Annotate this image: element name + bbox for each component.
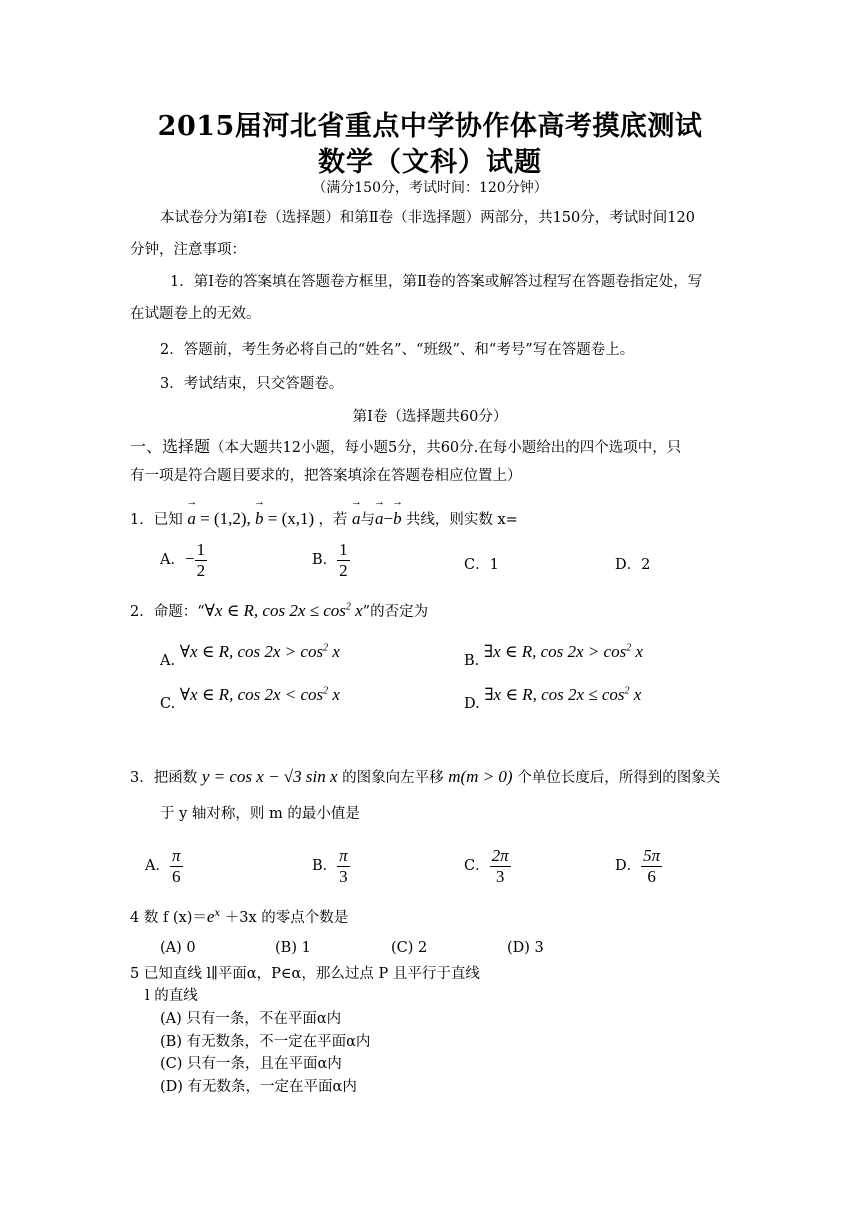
- numerator: π: [339, 846, 348, 865]
- q2-statement-main: ∀x ∈ R, cos 2x ≤ cos: [204, 601, 346, 620]
- expr-tail: x: [631, 642, 643, 661]
- note-1-line1: 1．第Ⅰ卷的答案填在答题卷方框里，第Ⅱ卷的答案或解答过程写在答题卷指定处，写: [170, 274, 703, 290]
- numerator: 2π: [491, 846, 509, 865]
- q3-shift: m(m > 0): [448, 767, 513, 786]
- q1-mid: ，若: [318, 512, 348, 528]
- denominator: 2: [196, 560, 206, 580]
- fraction: [170, 846, 183, 886]
- denominator: 3: [339, 866, 348, 886]
- numerator: 1: [339, 540, 348, 559]
- fraction: [337, 540, 350, 580]
- exam-title: 2015届河北省重点中学协作体高考摸底测试: [157, 111, 703, 142]
- q5-option-c: (C) 只有一条，且在平面α内: [160, 1056, 342, 1072]
- vector-b-value: = (x,1): [267, 509, 315, 528]
- fraction: [337, 846, 350, 886]
- denominator: 6: [172, 866, 181, 886]
- cond-minus: −: [383, 509, 394, 528]
- q4-prefix: 4 数 f (x)＝: [130, 910, 207, 926]
- note-1-line2: 在试题卷上的无效。: [130, 306, 261, 322]
- q1-option-b: [312, 540, 350, 580]
- expr-main: ∀x ∈ R, cos 2x < cos: [179, 685, 324, 704]
- q2-option-c: [160, 685, 340, 712]
- option-label: C.: [160, 696, 176, 712]
- expr-tail: x: [629, 685, 642, 704]
- part-description-line2: 有一项是符合题目要求的，把答案填涂在答题卷相应位置上）: [130, 468, 522, 484]
- question-5-line2: l 的直线: [145, 988, 198, 1004]
- expr-sup: 2: [323, 685, 329, 697]
- q3-option-d: [615, 846, 662, 886]
- note-3: 3．考试结束，只交答题卷。: [160, 376, 344, 392]
- q4-suffix: ＋3x 的零点个数是: [220, 910, 349, 926]
- q3-option-a: [145, 846, 183, 886]
- q1-option-a: [160, 540, 207, 580]
- fraction: [490, 846, 511, 886]
- part-desc: （本大题共12小题，每小题5分，共60分.在每小题给出的四个选项中，只: [210, 440, 682, 456]
- expr-main: ∃x ∈ R, cos 2x > cos: [483, 642, 627, 661]
- q2-statement: [205, 601, 363, 620]
- q2-statement-sup: 2: [345, 601, 351, 613]
- q1-option-c: C．1: [464, 557, 499, 573]
- q3-prefix: 3．把函数: [130, 770, 198, 786]
- option-label: A．: [145, 858, 170, 875]
- numerator: π: [171, 846, 181, 865]
- q4-exponent: x: [214, 908, 221, 920]
- denominator: 3: [495, 866, 505, 886]
- expr-tail: x: [328, 642, 340, 661]
- denominator: 2: [339, 560, 348, 580]
- q5-option-d: (D) 有无数条，一定在平面α内: [160, 1079, 357, 1095]
- fraction: [641, 846, 662, 886]
- cond-vector-a: → a: [352, 509, 361, 529]
- q3-option-b: [312, 846, 350, 886]
- vector-a-value: = (1,2),: [200, 509, 251, 528]
- q2-option-a: [160, 642, 340, 669]
- q4-option-c: (C) 2: [391, 940, 428, 956]
- option-label: D．: [615, 858, 642, 875]
- expr-main: ∀x ∈ R, cos 2x > cos: [179, 642, 324, 661]
- part-description-line1: [130, 434, 681, 457]
- option-label: D.: [464, 696, 480, 712]
- q1-suffix: 共线，则实数 x=: [405, 512, 518, 528]
- q4-option-b: (B) 1: [275, 940, 311, 956]
- fraction: [195, 540, 208, 580]
- q3-mid: 的图象向左平移: [342, 770, 444, 786]
- q2-suffix: ”的否定为: [362, 604, 429, 620]
- option-label: A．: [160, 552, 185, 569]
- minus-sign: −: [184, 549, 195, 569]
- option-label: A.: [160, 653, 176, 669]
- expr-main: ∃x ∈ R, cos 2x ≤ cos: [484, 685, 625, 704]
- numerator: 5π: [643, 846, 661, 865]
- cond-and: 与: [360, 512, 376, 528]
- numerator: 1: [196, 540, 206, 559]
- option-label: C．: [464, 858, 490, 875]
- q1-vectors: [187, 509, 318, 528]
- cond-vector-b: → b: [393, 509, 402, 529]
- q4-e: e: [206, 907, 215, 926]
- vector-a-symbol: → a: [187, 509, 196, 529]
- q3-line2: 于 y 轴对称，则 m 的最小值是: [160, 806, 360, 822]
- q2-statement-end: x: [350, 601, 363, 620]
- question-4: [130, 906, 348, 927]
- q2-option-d: [464, 685, 642, 712]
- q5-option-b: (B) 有无数条，不一定在平面α内: [160, 1034, 371, 1050]
- note-2: 2．答题前，考生务必将自己的“姓名”、“班级”、和“考号”写在答题卷上。: [160, 342, 635, 358]
- option-expression: [180, 642, 340, 661]
- cond-vector-a2: → a: [375, 509, 384, 529]
- q2-option-b: [464, 642, 643, 669]
- question-3: [130, 766, 720, 787]
- section-heading: 第Ⅰ卷（选择题共60分）: [352, 409, 508, 425]
- q4-option-d: (D) 3: [507, 940, 544, 956]
- part-label: 一、选择题: [130, 437, 211, 456]
- expr-sup: 2: [624, 685, 630, 697]
- exam-meta: （满分150分，考试时间：120分钟）: [312, 180, 548, 196]
- q3-suffix: 个单位长度后，所得到的图象关: [517, 770, 721, 786]
- q1-option-d: D．2: [615, 557, 651, 573]
- q3-function: y = cos x − √3 sin x: [201, 767, 338, 786]
- exam-subject-title: 数学（文科）试题: [318, 147, 542, 178]
- denominator: 6: [647, 866, 656, 886]
- question-5-line1: 5 已知直线 l∥平面α，P∈α，那么过点 P 且平行于直线: [130, 966, 480, 982]
- expr-tail: x: [328, 685, 340, 704]
- intro-paragraph-line1: 本试卷分为第Ⅰ卷（选择题）和第Ⅱ卷（非选择题）两部分，共150分，考试时间120: [160, 210, 695, 226]
- option-label: B.: [464, 653, 480, 669]
- intro-paragraph-line2: 分钟，注意事项：: [130, 242, 246, 258]
- question-1: [130, 508, 518, 529]
- option-expression: [484, 685, 641, 704]
- q1-condition: [352, 509, 406, 528]
- option-expression: [484, 642, 643, 661]
- expr-sup: 2: [626, 642, 632, 654]
- q2-prefix: 2．命题：“: [130, 604, 205, 620]
- question-2: [130, 600, 428, 621]
- q3-option-c: [464, 846, 511, 886]
- q4-option-a: (A) 0: [160, 940, 196, 956]
- q1-prefix: 1．已知: [130, 512, 183, 528]
- vector-b-symbol: → b: [255, 509, 264, 529]
- option-label: B．: [312, 858, 338, 875]
- option-label: B．: [312, 552, 338, 569]
- q5-option-a: (A) 只有一条，不在平面α内: [160, 1011, 342, 1027]
- option-expression: [180, 685, 340, 704]
- expr-sup: 2: [323, 642, 329, 654]
